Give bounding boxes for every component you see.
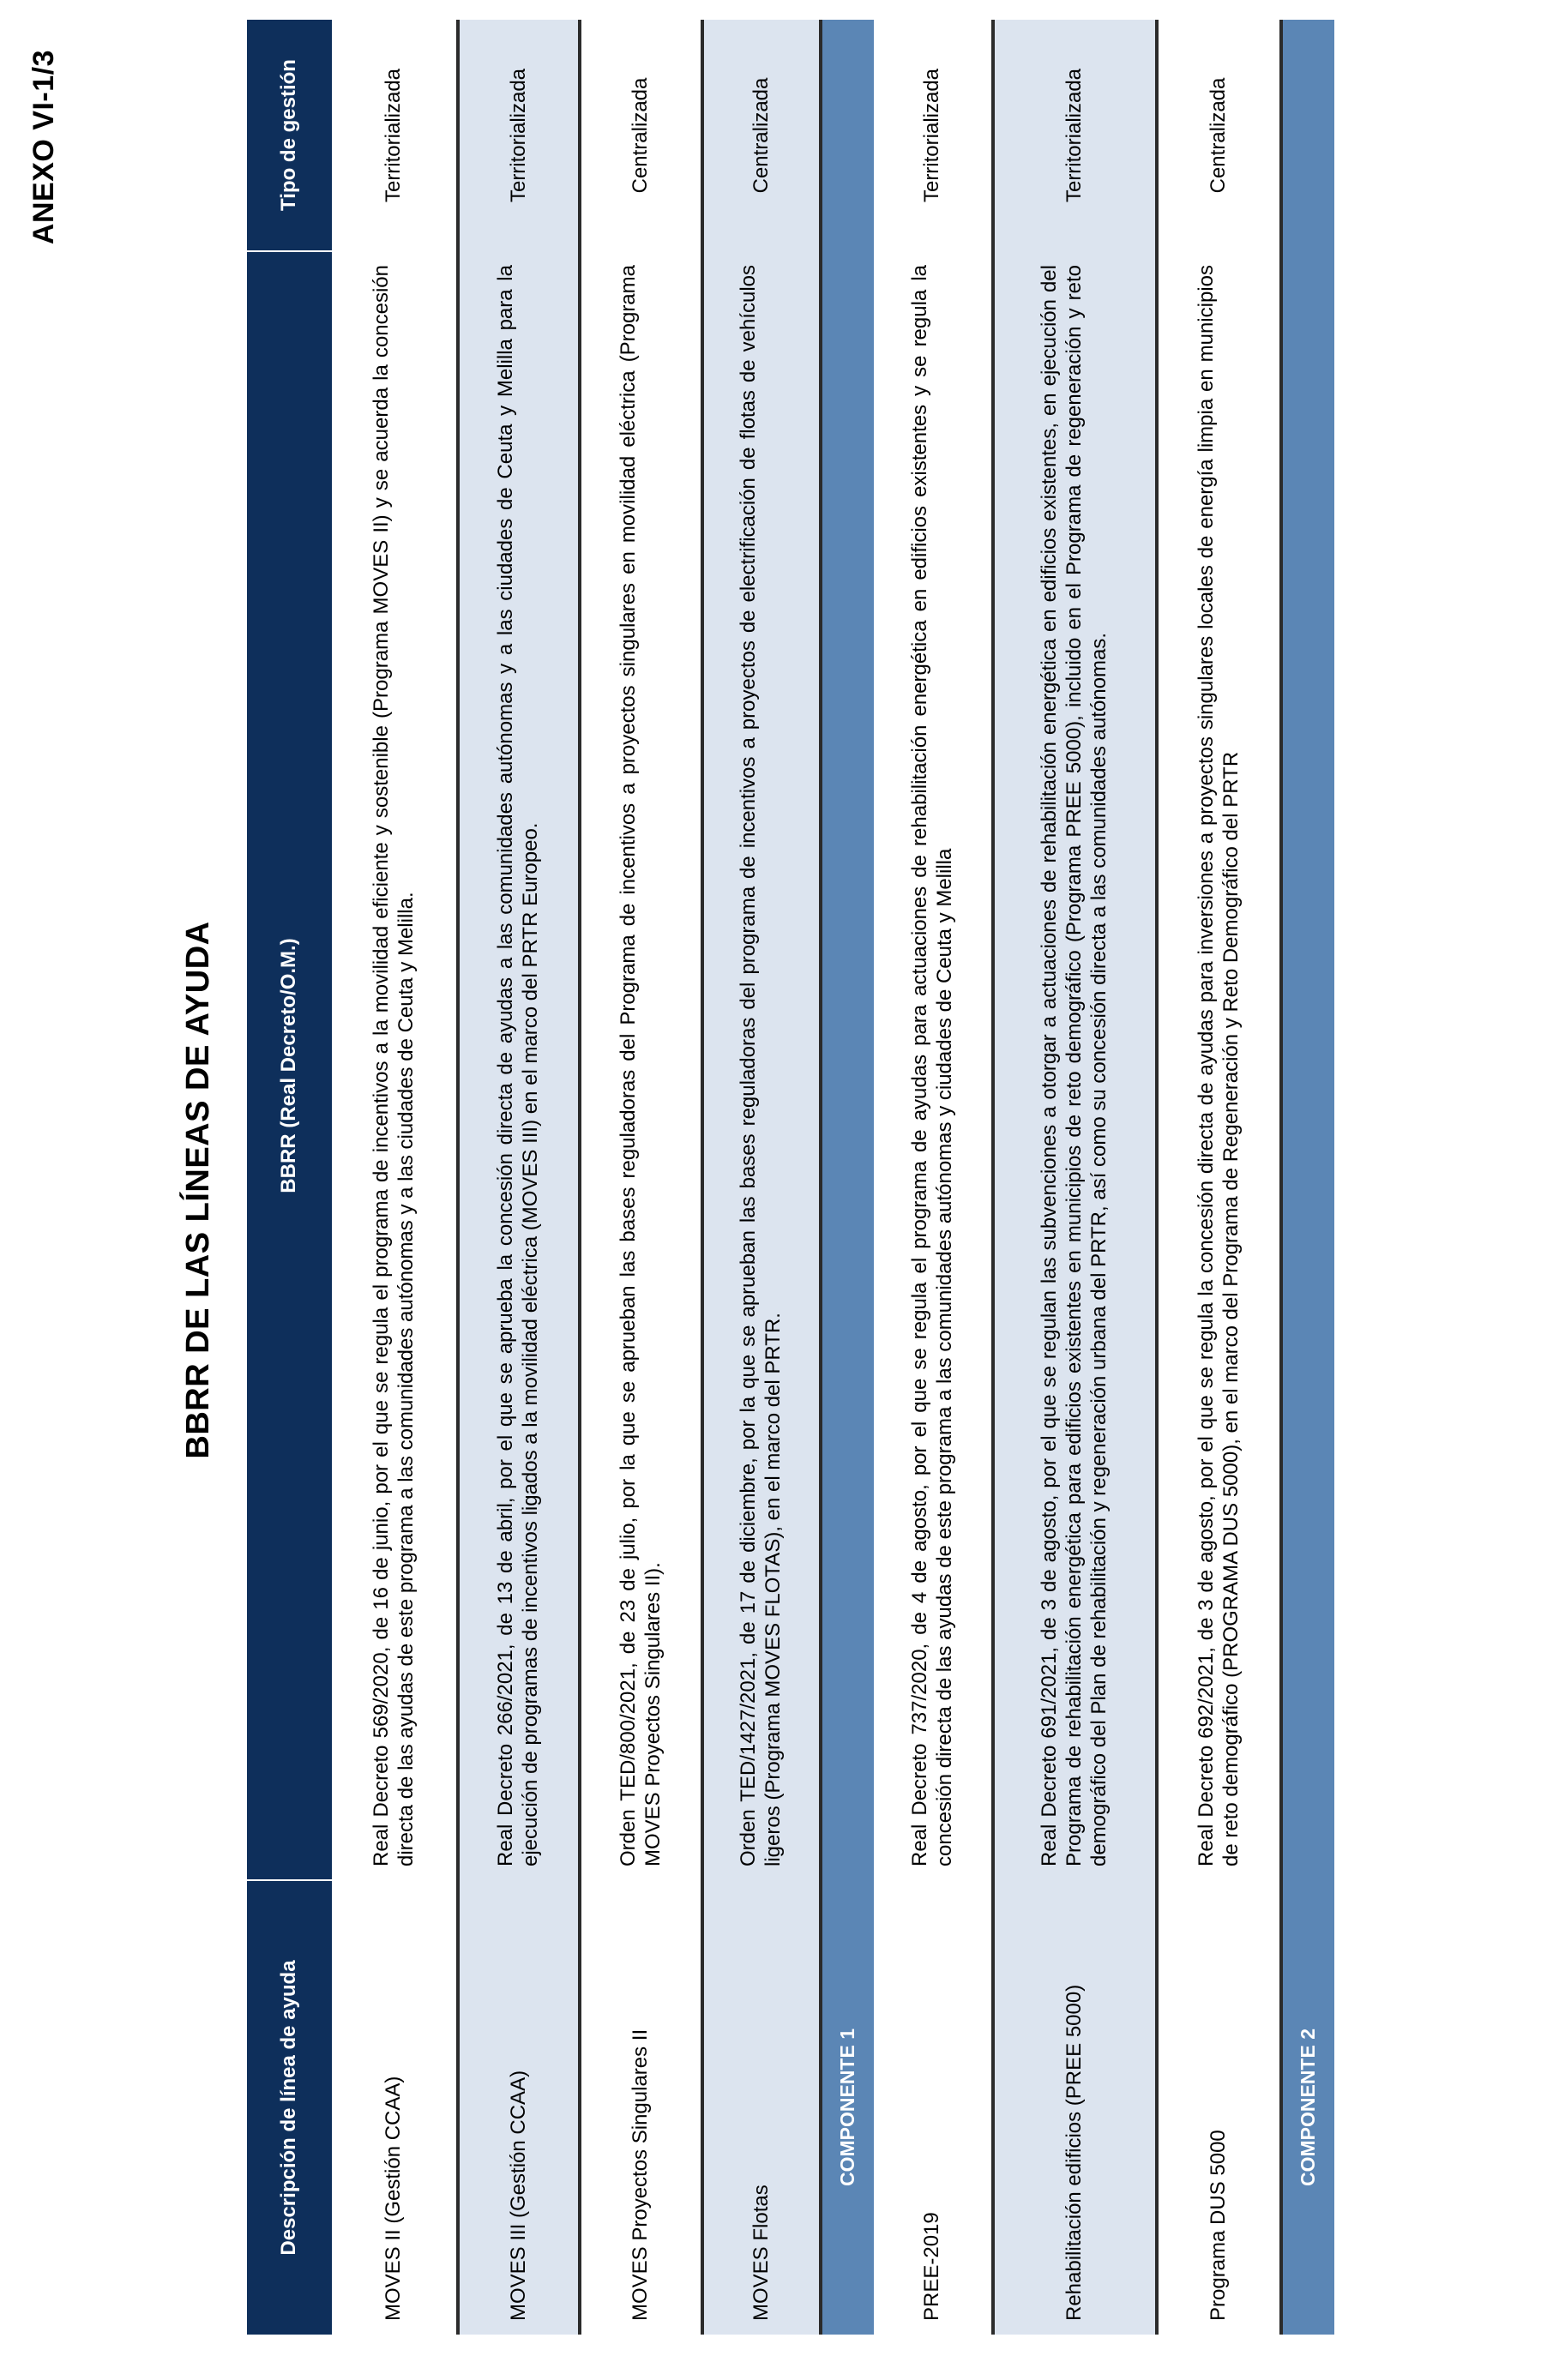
row-management-type: Territorializada [458,20,580,251]
row-management-type: Centralizada [1157,20,1281,251]
row-description: Rehabilitación edificios (PREE 5000) [993,1880,1157,2335]
row-description: PREE-2019 [874,1880,993,2335]
row-description: MOVES II (Gestión CCAA) [332,1880,458,2335]
header-bbrr: BBRR (Real Decreto/O.M.) [247,251,332,1880]
table-row [993,20,1157,2335]
row-bbrr: Real Decreto 569/2020, de 16 de junio, por el que se regula el programa de incentivos a la movilidad eficiente y sostenible (Programa MOVES II) y se acuerda la concesión directa de las ayudas de este programa a las comunidades autónomas y a las ciudades de Ceuta y Melilla. [332,251,458,1880]
row-management-type: Territorializada [993,20,1157,251]
annex-label: ANEXO VI-1/3 [27,50,60,245]
row-management-type: Centralizada [580,20,702,251]
row-bbrr: Real Decreto 692/2021, de 3 de agosto, por el que se regula la concesión directa de ayudas para inversiones a proyectos singulares locales de energía limpia en municipios de reto demográfico (PROGRAMA DUS 5000), en el marco del Programa de Regeneración y Reto Demográfico del PRTR [1157,251,1281,1880]
page-title: BBRR DE LAS LÍNEAS DE AYUDA [180,921,216,1459]
component-row [821,20,874,2335]
component-spacer [821,251,874,1880]
row-bbrr: Real Decreto 737/2020, de 4 de agosto, por el que se regula el programa de ayudas para actuaciones de rehabilitación energética en edificios existentes y se regula la concesión directa de las ayudas de este programa a las comunidades autónomas y ciudades de Ceuta y Melilla [874,251,993,1880]
table-header-row [247,20,332,2335]
component-row [1281,20,1334,2335]
table-row [332,20,458,2335]
header-description: Descripción de línea de ayuda [247,1880,332,2335]
table-row [1157,20,1281,2335]
aid-lines-table [247,20,1334,2335]
table-row [458,20,580,2335]
table-row [580,20,702,2335]
row-description: MOVES Proyectos Singulares II [580,1880,702,2335]
component-spacer [1281,251,1334,1880]
row-description: MOVES Flotas [702,1880,821,2335]
row-description: Programa DUS 5000 [1157,1880,1281,2335]
row-description: MOVES III (Gestión CCAA) [458,1880,580,2335]
table-row [702,20,821,2335]
component-label: COMPONENTE 1 [821,1880,874,2335]
row-management-type: Territorializada [874,20,993,251]
row-bbrr: Real Decreto 266/2021, de 13 de abril, por el que se aprueba la concesión directa de ayudas a las comunidades autónomas y a las ciudades de Ceuta y Melilla para la ejecución de programas de incentivos ligados a la movilidad eléctrica (MOVES III) en el marco del PRTR Europeo. [458,251,580,1880]
row-management-type: Territorializada [332,20,458,251]
row-bbrr: Orden TED/1427/2021, de 17 de diciembre, por la que se aprueban las bases reguladoras del programa de incentivos a proyectos de electrificación de flotas de vehículos ligeros (Programa MOVES FLOTAS), en el marco del PRTR. [702,251,821,1880]
row-management-type: Centralizada [702,20,821,251]
table-row [874,20,993,2335]
component-spacer [1281,20,1334,251]
row-bbrr: Real Decreto 691/2021, de 3 de agosto, por el que se regulan las subvenciones a otorgar a actuaciones de rehabilitación energética en edificios existentes, en ejecución del Programa de rehabilitación energética para edificios existentes en municipios de reto demográfico (Programa PREE 5000), incluido en el Programa de regeneración y reto demográfico del Plan de rehabilitación y regeneración urbana del PRTR, así como su concesión directa a las comunidades autónomas. [993,251,1157,1880]
header-management-type: Tipo de gestión [247,20,332,251]
component-label: COMPONENTE 2 [1281,1880,1334,2335]
row-bbrr: Orden TED/800/2021, de 23 de julio, por la que se aprueban las bases reguladoras del Programa de incentivos a proyectos singulares en movilidad eléctrica (Programa MOVES Proyectos Singulares II). [580,251,702,1880]
component-spacer [821,20,874,251]
